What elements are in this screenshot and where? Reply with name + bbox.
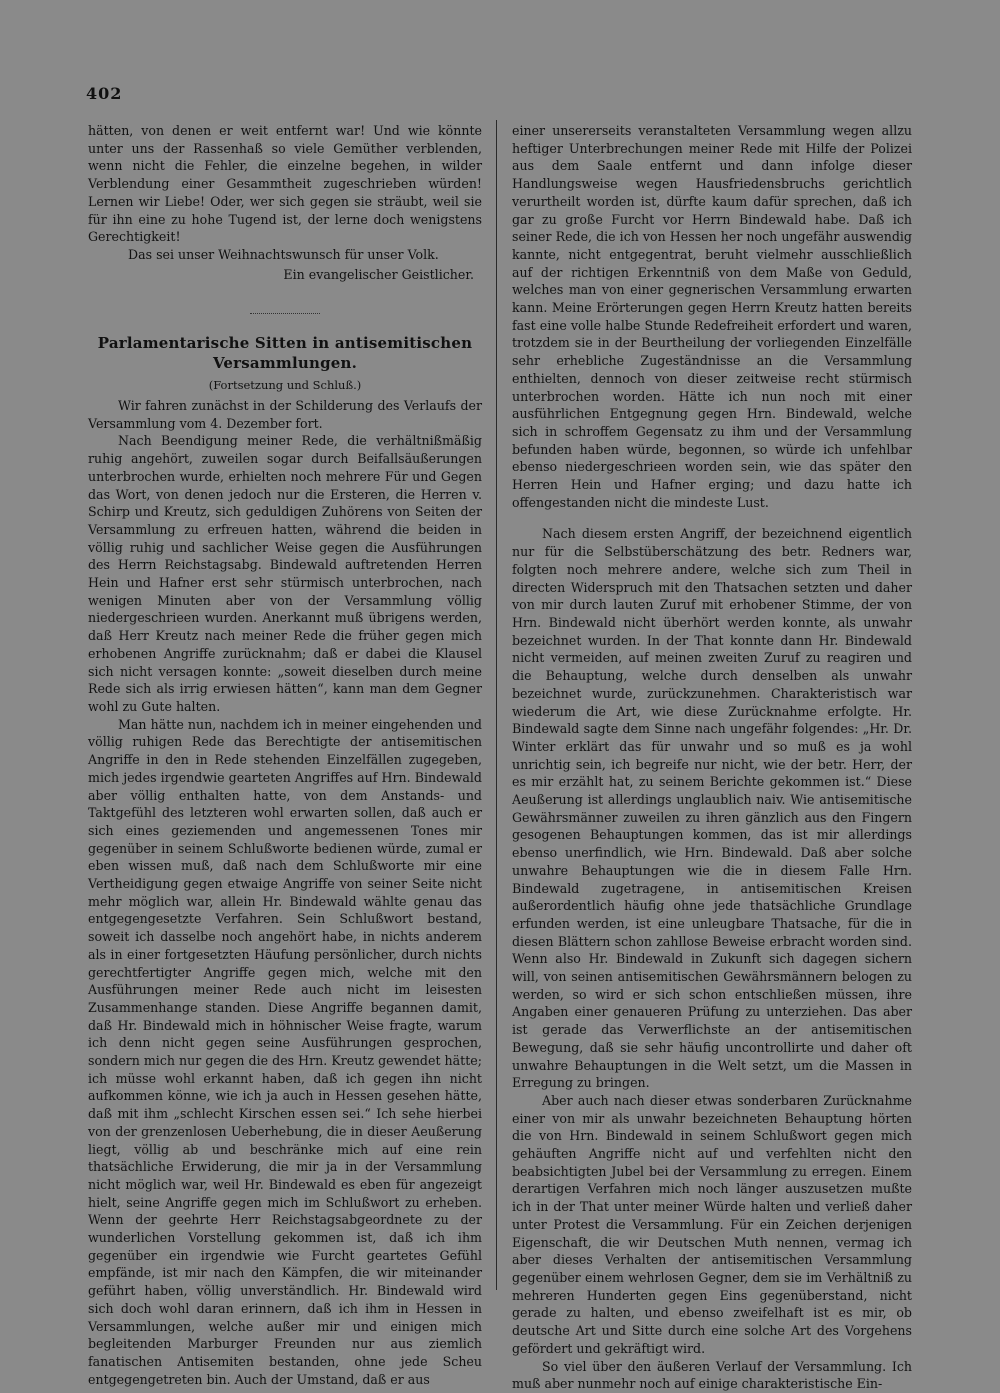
article-paragraph: Nach Beendigung meiner Rede, die verhältnißmäßig ruhig angehört, zuweilen sogar durch Beifallsäußerungen unterbrochen wurde, erhielten noch mehrere Für und Gegen das Wort, von denen jedoch nur die Ersteren, die Herren v. Schirp und Kreutz, sich geduldigen Zuhörens von Seiten der Versammlung zu erfreuen hatten, während die beiden in völlig ruhig und sachlicher Weise gegen die Ausführungen des Herrn Reichstagsabg. Bindewald auftretenden Herren Hein und Hafner erst sehr stürmisch unterbrochen, nach wenigen Minuten aber von der Versammlung völlig niedergeschrieen wurden. Anerkannt muß übrigens werden, daß Herr Kreutz nach meiner Rede die früher gegen mich erhobenen Angriffe zurücknahm; daß er dabei die Klausel sich nicht versagen konnte: „soweit dieselben durch meine Rede sich als irrig erwiesen hätten“, kann man dem Gegner wohl zu Gute halten. [88, 433, 482, 714]
article-paragraph: Man hätte nun, nachdem ich in meiner eingehenden und völlig ruhigen Rede das Berechtigte der antisemitischen Angriffe in den in Rede stehenden Einzelfällen zugegeben, mich jedes irgendwie gearteten Angriffes auf Hrn. Bindewald aber völlig enthalten hatte, von dem Anstands- und Taktgefühl des letzteren wohl erwarten sollen, daß auch er sich eines geziemenden und angemessenen Tones mir gegenüber in seinem Schlußworte bedienen würde, zumal er eben wissen muß, daß nach dem Schlußworte mir eine Vertheidigung gegen etwaige Angriffe von seiner Seite nicht mehr möglich war, allein Hr. Bindewald wählte genau das entgegengesetzte Verfahren. Sein Schlußwort bestand, soweit ich dasselbe noch angehört habe, in nichts anderem als in einer fortgesetzten Häufung persönlicher, durch nichts gerechtfertigter Angriffe gegen mich, welche mit den Ausführungen meiner Rede auch nicht im leisesten Zusammenhange standen. Diese Angriffe begannen damit, daß Hr. Bindewald mich in höhnischer Weise fragte, warum ich denn nicht gegen seine Ausführungen gesprochen, sondern mich nur gegen die des Hrn. Kreutz gewendet hätte; ich müsse wohl erkannt haben, daß ich gegen ihn nicht aufkommen könne, wie ich ja auch in Hessen gesehen hätte, daß mit ihm „schlecht Kirschen essen sei.“ Ich sehe hierbei von der grenzenlosen Ueberhebung, die in dieser Aeußerung liegt, völlig ab und beschränke mich auf eine rein thatsächliche Erwiderung, die mir ja in der Versammlung nicht möglich war, weil Hr. Bindewald es eben für angezeigt hielt, seine Angriffe gegen mich im Schlußwort zu erheben. Wenn der geehrte Herr Reichstagsabgeordnete zu der wunderlichen Vorstellung gekommen ist, daß ich ihm gegenüber ein irgendwie wie Furcht geartetes Gefühl empfände, ist mir nach den Kämpfen, die wir miteinander geführt haben, völlig unverständlich. Hr. Bindewald wird sich doch wohl daran erinnern, daß ich ihm in Hessen in Versammlungen, welche außer mir und einigen mich begleitenden Marburger Freunden nur aus ziemlich fanatischen Antisemiten bestanden, ohne jede Scheu entgegengetreten bin. Auch der Umstand, daß er aus [88, 716, 482, 1387]
author-signature: Ein evangelischer Geistlicher. [283, 266, 474, 282]
left-column [88, 122, 482, 1388]
article-paragraph: So viel über den äußeren Verlauf der Versammlung. Ich muß aber nunmehr noch auf einige charakteristische Ein- [512, 1358, 912, 1392]
article-subtitle: (Fortsetzung und Schluß.) [208, 378, 362, 393]
article-title: Parlamentarische Sitten in antisemitischen Versammlungen. [97, 334, 473, 373]
article-paragraph: Wir fahren zunächst in der Schilderung des Verlaufs der Versammlung vom 4. Dezember fort. [88, 398, 482, 431]
article-paragraph: Aber auch nach dieser etwas sonderbaren Zurücknahme einer von mir als unwahr bezeichneten Behauptung hörten die von Hrn. Bindewald in seinem Schlußwort gegen mich gehäuften Angriffe nicht auf und verfehlten nicht den beabsichtigten Jubel bei der Versammlung zu erregen. Einem derartigen Verfahren mich noch länger auszusetzen mußte ich in der That unter meiner Würde halten und verließ daher unter Protest die Versammlung. Für ein Zeichen derjenigen Eigenschaft, die wir Deutschen Muth nennen, vermag ich aber dieses Verhalten der antisemitischen Versammlung gegenüber einem wehrlosen Gegner, dem sie im Verhältniß zu mehreren Hunderten gegen Eins gegenüberstand, nicht gerade zu halten, und ebenso zweifelhaft ist es mir, ob deutsche Art und Sitte durch eine solche Art des Vorgehens gefördert und gekräftigt wird. [512, 1092, 912, 1356]
christmas-wish: Das sei unser Weihnachtswunsch für unser Volk. [128, 246, 439, 262]
right-column [512, 122, 912, 1393]
article-paragraph: Nach diesem ersten Angriff, der bezeichnend eigentlich nur für die Selbstüberschätzung des betr. Redners war, folgten noch mehrere andere, welche sich zum Theil in directen Widerspruch mit den Thatsachen setzten und daher von mir durch lauten Zuruf mit erhobener Stimme, der von Hrn. Bindewald nicht überhört werden konnte, als unwahr bezeichnet wurden. In der That konnte dann Hr. Bindewald nicht vermeiden, auf meinen zweiten Zuruf zu reagiren und die Behauptung, welche durch denselben als unwahr bezeichnet wurde, zurückzunehmen. Charakteristisch war wiederum die Art, wie diese Zurücknahme erfolgte. Hr. Bindewald sagte dem Sinne nach ungefähr folgendes: „Hr. Dr. Winter erklärt das für unwahr und so muß es ja wohl unrichtig sein, ich begreife nur nicht, wie der betr. Herr, der es mir erzählt hat, zu seinem Berichte gekommen ist.“ Diese Aeußerung ist allerdings unglaublich naiv. Wie antisemitische Gewährsmänner zuweilen zu ihren gänzlich aus den Fingern gesogenen Behauptungen kommen, das ist mir allerdings ebenso unerfindlich, wie Hrn. Bindewald. Daß aber solche unwahre Behauptungen wie die in diesem Falle Hrn. Bindewald zugetragene, in antisemitischen Kreisen außerordentlich häufig ohne jede thatsächliche Grundlage erfunden werden, ist eine unleugbare Thatsache, für die in diesen Blättern schon zahllose Beweise erbracht worden sind. Wenn also Hr. Bindewald in Zukunft sich dagegen sichern will, von seinen antisemitischen Gewährsmännern belogen zu werden, so wird er sich schon entschließen müssen, ihre Angaben einer genaueren Prüfung zu unterziehen. Das aber ist gerade das Verwerflichste an der antisemitischen Bewegung, daß sie sehr häufig uncontrollirte und daher oft unwahre Behauptungen in die Welt setzt, um die Massen in Erregung zu bringen. [512, 526, 912, 1091]
column-rule [496, 120, 497, 1290]
article-paragraph: einer unsererseits veranstalteten Versammlung wegen allzu heftiger Unterbrechungen meiner Rede mit Hilfe der Polizei aus dem Saale entfernt und dann infolge dieser Handlungsweise wegen Hausfriedensbruchs gerichtlich verurtheilt worden ist, dürfte kaum dafür sprechen, daß ich gar zu große Furcht vor Herrn Bindewald habe. Daß ich seiner Rede, die ich von Hessen her noch ungefähr auswendig kannte, nicht entgegentrat, beruht vielmehr ausschließlich auf der richtigen Erkenntniß von dem Maße von Geduld, welches man von einer gegnerischen Versammlung erwarten kann. Meine Erörterungen gegen Herrn Kreutz hatten bereits fast eine volle halbe Stunde Redefreiheit erfordert und waren, trotzdem sie in der Beurtheilung der vorliegenden Einzelfälle sehr erhebliche Zugeständnisse an die Versammlung enthielten, dennoch von dieser zeitweise recht stürmisch unterbrochen worden. Hätte ich nun noch mit einer ausführlichen Entgegnung gegen Hrn. Bindewald, welche sich in schroffem Gegensatz zu ihm und der Versammlung befunden haben würde, begonnen, so würde ich unfehlbar ebenso niedergeschrieen worden sein, wie das später den Herren Hein und Hafner erging; und dazu hatte ich offengestanden nicht die mindeste Lust. [512, 123, 912, 510]
intro-paragraph: hätten, von denen er weit entfernt war! Und wie könnte unter uns der Rassenhaß so viele Gemüther verblenden, wenn nicht die Fehler, die einzelne begehen, in wilder Verblendung einer Gesammtheit zugeschrieben würden! Lernen wir Liebe! Oder, wer sich gegen sie sträubt, weil sie für ihn eine zu hohe Tugend ist, der lerne doch wenigstens Gerechtigkeit! [88, 123, 482, 245]
page-number: 402 [86, 84, 123, 103]
section-divider [88, 301, 482, 307]
